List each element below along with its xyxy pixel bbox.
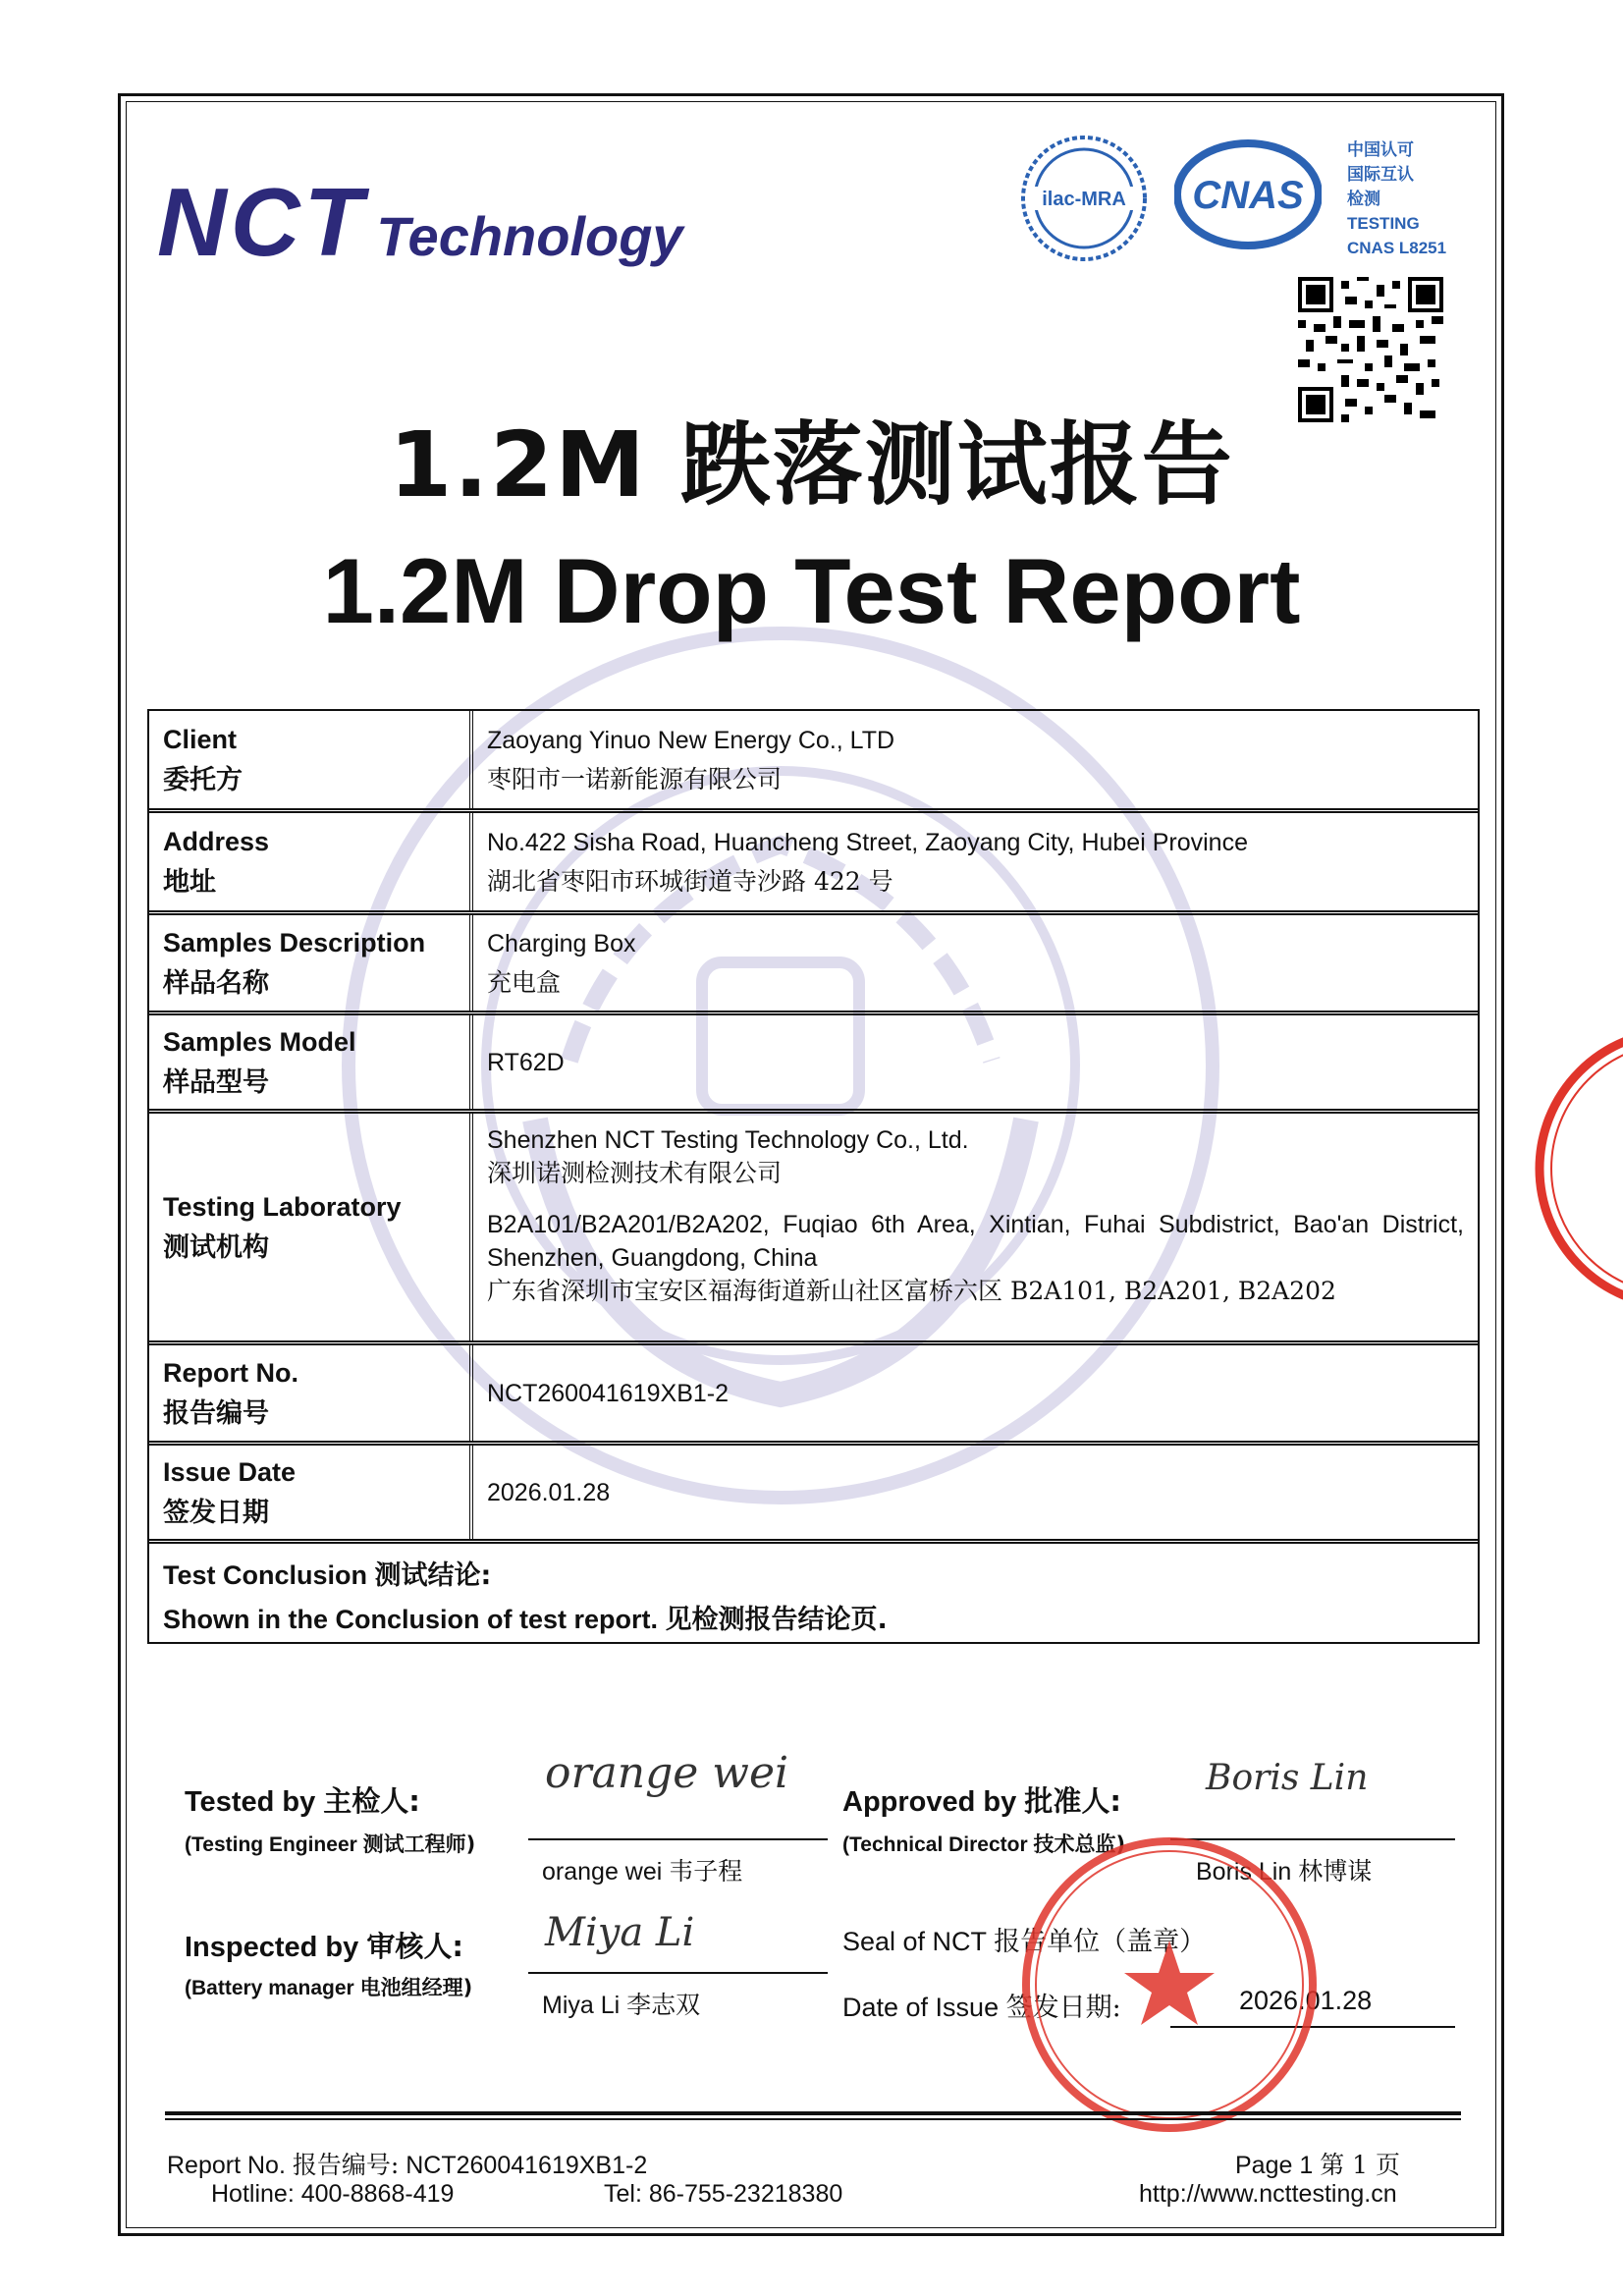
row-test-conclusion: [149, 1544, 1478, 1642]
footer-tel: Tel: 86-755-23218380: [604, 2180, 843, 2208]
footer-rule-thin: [165, 2118, 1461, 2120]
report-info-table: [147, 709, 1480, 1644]
address-value-en: No.422 Sisha Road, Huancheng Street, Zaoyang City, Hubei Province: [487, 828, 1248, 856]
approved-name-en: Boris Lin: [1196, 1858, 1292, 1886]
official-seal-stamp: [1017, 1832, 1322, 2137]
report-no-label-cn: 报告编号: [163, 1397, 269, 1429]
inspected-name: [542, 1986, 700, 2021]
footer-url: http://www.ncttesting.cn: [1139, 2180, 1397, 2208]
lab-name-en: Shenzhen NCT Testing Technology Co., Ltd.: [487, 1126, 969, 1154]
conclusion-text-cn: 见检测报告结论页.: [665, 1605, 888, 1635]
row-testing-laboratory: [149, 1114, 1478, 1345]
date-of-issue-value: 2026.01.28: [1239, 1986, 1373, 2015]
footer-report-value: NCT260041619XB1-2: [406, 2152, 648, 2179]
issue-date-label-cn: 签发日期: [163, 1497, 269, 1528]
address-label-en: Address: [163, 826, 270, 856]
tested-by-role: [185, 1829, 475, 1858]
sample-model-value: RT62D: [487, 1048, 565, 1076]
tested-signature: orange wei: [545, 1748, 789, 1798]
approved-role-cn: 技术总监): [1033, 1832, 1126, 1856]
footer-page-cn: 第 1 页: [1320, 2151, 1401, 2179]
date-of-issue-label-en: Date of Issue: [842, 1993, 1000, 2022]
lab-label-cn: 测试机构: [163, 1231, 269, 1263]
approved-by-label: [842, 1779, 1121, 1820]
cnas-logo: [1174, 139, 1322, 249]
client-value-en: Zaoyang Yinuo New Energy Co., LTD: [487, 726, 895, 754]
address-label-cn: 地址: [163, 866, 216, 898]
date-of-issue-label-cn: 签发日期:: [1005, 1993, 1121, 2023]
inspected-role-en: (Battery manager: [185, 1977, 354, 1999]
logo-technology-text: Technology: [376, 205, 683, 267]
sample-model-label-cn: 样品型号: [163, 1066, 269, 1098]
inspected-signature: Miya Li: [545, 1910, 695, 1955]
approved-by-label-cn: 批准人:: [1024, 1784, 1121, 1818]
inspected-by-label-cn: 审核人:: [366, 1930, 463, 1963]
tested-name: [542, 1852, 742, 1887]
issue-date-label-en: Issue Date: [163, 1456, 297, 1487]
cnas-text: CNAS: [1192, 174, 1304, 217]
footer-page: [1235, 2146, 1400, 2181]
logo-nct-text: NCT: [157, 168, 367, 276]
approved-signature: Boris Lin: [1206, 1758, 1369, 1798]
ilac-text: ilac-MRA: [1042, 189, 1126, 210]
row-address: [149, 813, 1478, 915]
row-client: [149, 711, 1478, 813]
side-seal-stamp: [1520, 1021, 1623, 1316]
inspected-name-en: Miya Li: [542, 1992, 621, 2019]
address-value-cn: 湖北省枣阳市环城街道寺沙路 422 号: [487, 866, 893, 896]
tested-by-label: [185, 1779, 420, 1820]
inspected-by-label-en: Inspected by: [185, 1932, 359, 1963]
conclusion-text-en: Shown in the Conclusion of test report.: [163, 1605, 658, 1634]
nct-logo: [157, 167, 683, 278]
sample-desc-value-en: Charging Box: [487, 929, 636, 957]
report-no-value: NCT260041619XB1-2: [487, 1379, 729, 1407]
lab-address-en: B2A101/B2A201/B2A202, Fuqiao 6th Area, Xintian, Fuhai Subdistrict, Bao'an District, Shenzhen, Guangdong, China: [487, 1211, 1464, 1272]
client-value-cn: 枣阳市一诺新能源有限公司: [487, 764, 783, 793]
inspected-by-label: [185, 1925, 463, 1965]
sample-desc-label-en: Samples Description: [163, 927, 426, 957]
row-issue-date: [149, 1446, 1478, 1544]
tested-name-en: orange wei: [542, 1858, 663, 1886]
tested-by-label-cn: 主检人:: [323, 1784, 420, 1818]
row-report-no: [149, 1345, 1478, 1446]
ilac-mra-logo: [1019, 134, 1149, 263]
issue-date-value: 2026.01.28: [487, 1478, 611, 1506]
lab-address-cn: 广东省深圳市宝安区福海街道新山社区富桥六区 B2A101, B2A201, B2A202: [487, 1277, 1336, 1305]
report-title-en: 1.2M Drop Test Report: [322, 539, 1301, 642]
footer-rule: [165, 2111, 1461, 2115]
sample-desc-label-cn: 样品名称: [163, 967, 269, 999]
conclusion-label-cn: 测试结论:: [374, 1560, 492, 1591]
seal-label-cn: 报告单位（盖章）: [994, 1927, 1207, 1957]
inspected-name-cn: 李志双: [626, 1991, 701, 2019]
tested-by-label-en: Tested by: [185, 1786, 316, 1818]
client-label-en: Client: [163, 724, 238, 754]
row-sample-description: [149, 915, 1478, 1015]
seal-label-en: Seal of NCT: [842, 1927, 987, 1956]
sample-model-label-en: Samples Model: [163, 1026, 356, 1057]
tested-name-cn: 韦子程: [669, 1857, 743, 1886]
tested-signature-line: [528, 1838, 828, 1840]
inspected-signature-line: [528, 1972, 828, 1974]
inspected-by-role: [185, 1972, 472, 2001]
approved-role-en: (Technical Director: [842, 1833, 1028, 1856]
tested-role-en: (Testing Engineer: [185, 1833, 357, 1856]
cnas-accreditation-text: 中国认可 国际互认 检测 TESTING CNAS L8251: [1347, 140, 1447, 257]
approved-name-cn: 林博谋: [1298, 1857, 1373, 1886]
report-no-label-en: Report No.: [163, 1357, 298, 1388]
report-title-cn: 1.2M 跌落测试报告: [389, 412, 1234, 518]
client-label-cn: 委托方: [163, 764, 243, 795]
approved-by-label-en: Approved by: [842, 1786, 1017, 1818]
footer-hotline: Hotline: 400-8868-419: [211, 2180, 455, 2208]
lab-name-cn: 深圳诺测检测技术有限公司: [487, 1159, 783, 1187]
footer-page-en: Page 1: [1235, 2152, 1314, 2179]
footer-report-label: Report No.: [167, 2152, 286, 2179]
row-sample-model: [149, 1015, 1478, 1114]
conclusion-label-en: Test Conclusion: [163, 1560, 368, 1590]
lab-label-en: Testing Laboratory: [163, 1191, 402, 1222]
footer-report-label-cn: 报告编号:: [292, 2151, 400, 2179]
inspected-role-cn: 电池组经理): [359, 1976, 473, 1999]
footer-report-no: [167, 2146, 647, 2181]
tested-role-cn: 测试工程师): [362, 1832, 476, 1856]
sample-desc-value-cn: 充电盒: [487, 967, 562, 997]
